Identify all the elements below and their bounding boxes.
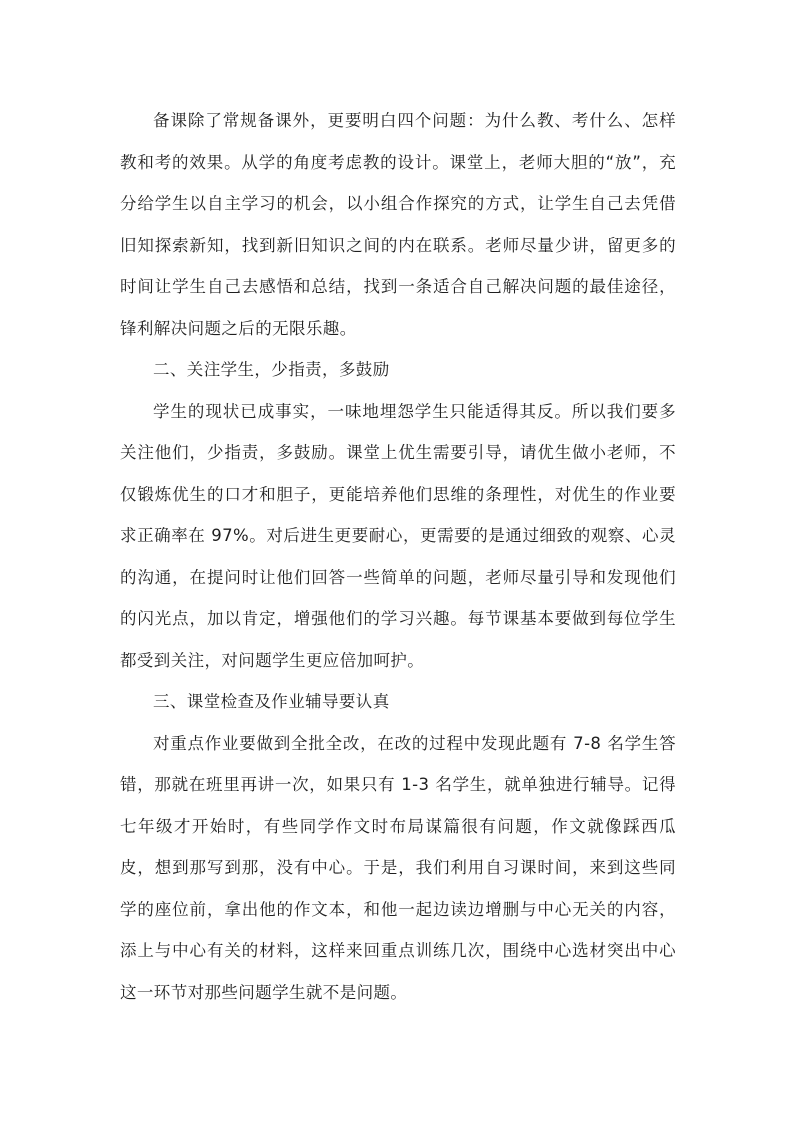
paragraph-lesson-preparation: 备课除了常规备课外，更要明白四个问题：为什么教、考什么、怎样教和考的效果。从学的角度考虑教的设计。课堂上，老师大胆的“放”，充分给学生以自主学习的机会，以小组合作探究的方式，让学生自己去凭借旧知探索新知，找到新旧知识之间的内在联系。老师尽量少讲，留更多的时间让学生自己去感悟和总结，找到一条适合自己解决问题的最佳途径，锋利解决问题之后的无限乐趣。 [120,111,676,338]
paragraph-focus-on-students: 学生的现状已成事实，一味地埋怨学生只能适得其反。所以我们要多关注他们，少指责，多鼓励。课堂上优生需要引导，请优生做小老师，不仅锻炼优生的口才和胆子，更能培养他们思维的条理性，对优生的作业要求正确率在 97%。对后进生更要耐心，更需要的是通过细致的观察、心灵的沟通，在提问时让他们回答一些简单的问题，老师尽量引导和发现他们的闪光点，加以肯定，增强他们的学习兴趣。每节课基本要做到每位学生都受到关注，对问题学生更应倍加呵护。 [120,401,676,670]
document-page [120,100,676,1013]
paragraph-homework-guidance: 对重点作业要做到全批全改，在改的过程中发现此题有 7-8 名学生答错，那就在班里再讲一次，如果只有 1-3 名学生，就单独进行辅导。记得七年级才开始时，有些同学作文时布局谋篇很有问题，作文就像踩西瓜皮，想到那写到那，没有中心。于是，我们利用自习课时间，来到这些同学的座位前，拿出他的作文本，和他一起边读边增删与中心无关的内容，添上与中心有关的材料，这样来回重点训练几次，围绕中心选材突出中心这一环节对那些问题学生就不是问题。 [120,733,676,1002]
section-heading-homework-guidance: 三、课堂检查及作业辅导要认真 [153,692,390,711]
section-heading-focus-on-students: 二、关注学生，少指责，多鼓励 [153,360,390,379]
